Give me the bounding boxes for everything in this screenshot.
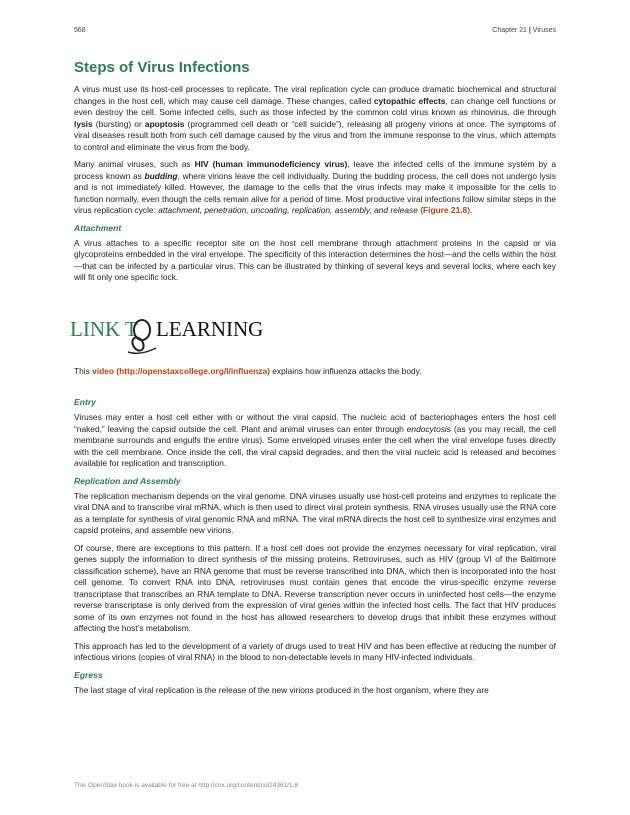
section-title: Steps of Virus Infections <box>74 59 250 76</box>
text-run: (programmed cell death or “cell suicide”), releasing all progeny virions at once. The symptoms of viral diseases result both from such cell damage caused by the virus and from the immune response to the virus, which attempts to control and eliminate the virus from the body. <box>74 118 556 152</box>
text-run: explains how influenza attacks the body. <box>269 365 422 376</box>
paragraph-replication-1: The replication mechanism depends on the viral genome. DNA viruses usually use host-cell proteins and enzymes to replicate the viral DNA and to transcribe viral mRNA, which is then used to direct viral protein synthesis. RNA viruses usually use the RNA core as a template for synthesis of viral genomic RNA and mRNA. The viral mRNA directs the host cell to synthesize viral enzymes and capsid proteins, and assemble new virions. <box>74 490 556 535</box>
text-run: , can change cell functions or even destroy the cell. Some infected cells, such as those infected by the common cold virus known as rhinovirus, die through <box>74 95 556 117</box>
chapter-title: Viruses <box>532 27 556 34</box>
text-run: This <box>74 365 93 376</box>
text-run: A virus must use its host-cell processes to replicate. The viral replication cycle can produce dramatic biochemical and structural changes in the host cell, which may cause cell damage. These changes, called <box>74 84 556 106</box>
text-run: Many animal viruses, such as <box>74 159 195 169</box>
figure-link[interactable]: Figure 21.8 <box>423 205 468 215</box>
link-to-learning-banner <box>70 296 556 362</box>
term-budding-text: budding <box>144 170 178 181</box>
running-header <box>492 27 556 34</box>
logo-learning-text: LEARNING <box>156 316 264 341</box>
logo-link-text: LINK T <box>70 316 138 341</box>
heading-entry: Entry <box>74 397 96 407</box>
paragraph-attachment: A virus attaches to a specific receptor site on the host cell membrane through attachment proteins in the capsid or via glycoproteins embedded in the viral envelope. The specificity of this interaction determines the host—and the cells within the host—that can be infected by a particular virus. This can be illustrated by thinking of several keys and several locks, where each key will fit only one specific lock. <box>74 237 556 282</box>
term-hiv: HIV (human immunodeficiency virus) <box>194 159 348 169</box>
text-run: (bursting) or <box>92 118 145 129</box>
replication-steps: attachment, penetration, uncoating, replication, assembly, and release <box>158 205 418 215</box>
text-run: (as you may recall, the cell membrane surrounds and engulfs the entire virus). Some enveloped viruses enter the cell when the viral envelope fuses directly with the cell membrane. Once inside the cell, the viral capsid degrades, and then the viral nucleic acid is released and becomes available for replication and transcription. <box>74 423 556 468</box>
text-run: , where virions leave the cell individually. During the budding process, the cell does not undergo lysis and is not immediately killed. However, the damage to the cells that the virus infects may make it impossible for the cells to function normally, even though the cells remain alive for a period of time. Most productive viral infections follow similar steps in the virus replication cycle: <box>74 170 556 215</box>
term-budding <box>145 171 178 181</box>
page-footer: This OpenStax book is available for free at http://cnx.org/content/col24361/1.8 <box>74 782 299 789</box>
paragraph-cytopathic <box>74 84 556 153</box>
chapter-prefix: Chapter 21 <box>492 27 527 34</box>
term-lysis: lysis <box>74 118 93 129</box>
text-run: ( <box>417 205 423 215</box>
term-endocytosis: endocytosis <box>406 423 451 434</box>
term-apoptosis: apoptosis <box>144 118 185 129</box>
heading-replication-assembly: Replication and Assembly <box>74 475 181 486</box>
paragraph-replication-3: This approach has led to the development of a variety of drugs used to treat HIV and has been effective at reducing the number of infectious virions (copies of viral RNA) in the blood to non-detectable levels in many HIV-infected individuals. <box>74 640 556 662</box>
heading-egress: Egress <box>74 669 103 680</box>
paragraph-replication-2: Of course, there are exceptions to this pattern. If a host cell does not provide the enzymes necessary for viral replication, viral genes supply the information to direct synthesis of the missing proteins. Retroviruses, such as HIV (group VI of the Baltimore classification scheme), have an RNA genome that must be reverse transcribed into DNA, which then is incorporated into the host cell genome. To convert RNA into DNA, retroviruses must contain genes that encode the virus-specific enzyme reverse transcriptase that transcribes an RNA template to DNA. Reverse transcription never occurs in uninfected host cells—the enzyme reverse transcriptase is only derived from the expression of viral genes within the infected host cells. The fact that HIV produces some of its own enzymes not found in the host has allowed researchers to develop drugs that inhibit these enzymes without affecting the host’s metabolism. <box>74 542 556 633</box>
influenza-video-link[interactable]: video (http://openstaxcollege.org/l/influenza) <box>92 365 270 376</box>
paragraph-entry <box>74 412 556 470</box>
heading-attachment: Attachment <box>74 222 122 233</box>
link-to-learning-text <box>74 366 556 378</box>
text-run: Viruses may enter a host cell either with or without the viral capsid. The nucleic acid of bacteriophages enters the host cell “naked,” leaving the capsid outside the cell. Plant and animal viruses can enter through <box>74 412 556 434</box>
term-cytopathic-effects: cytopathic effects <box>373 95 446 106</box>
paragraph-budding <box>74 159 556 217</box>
chapter-separator: | <box>528 27 531 34</box>
paragraph-egress: The last stage of viral replication is the release of the new virions produced in the host organism, where they are <box>74 684 489 695</box>
text-run: ). <box>467 205 473 215</box>
link-to-learning-logo <box>70 306 270 356</box>
page-content <box>70 58 556 702</box>
text-run: , leave the infected cells of the immune system by a process known as <box>74 159 556 181</box>
page-number: 568 <box>74 27 86 34</box>
